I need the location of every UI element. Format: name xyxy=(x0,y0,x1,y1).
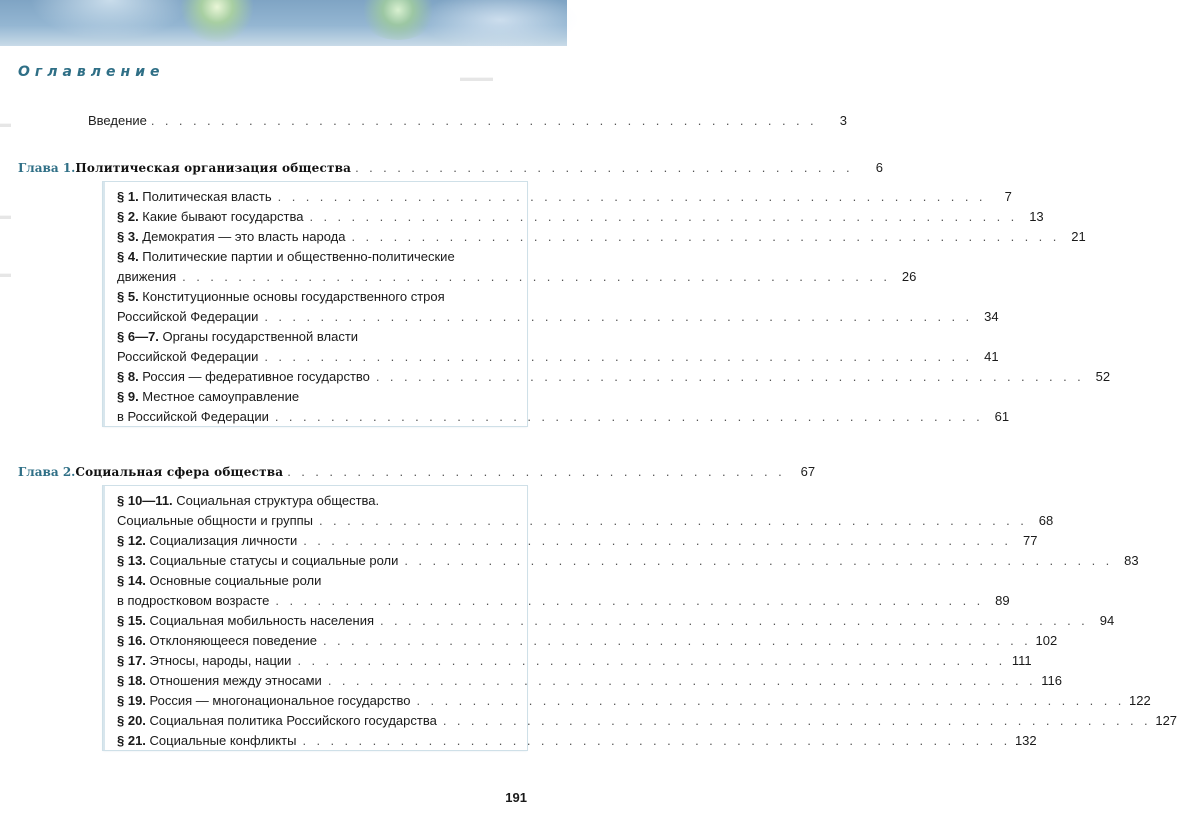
page-ref: 132 xyxy=(1014,733,1037,748)
leader-dots: . . . . . . . . . . . . . . . . . . . . . . . . . . . . . . . . . . . . . . . . . . . . . . . . . . . xyxy=(375,369,1085,384)
leader-dots: . . . . . . . . . . . . . . . . . . . . . . . . . . . . . . . . . . . . xyxy=(355,160,853,175)
toc-section-entry[interactable] xyxy=(105,488,1054,528)
bleed-through-text: ▬▬▬ xyxy=(460,72,493,84)
section-number: § 13. xyxy=(117,553,146,568)
section-number: § 21. xyxy=(117,733,146,748)
section-number: § 17. xyxy=(117,653,146,668)
page-ref: 13 xyxy=(1029,209,1044,224)
section-number: § 5. xyxy=(117,289,139,304)
toc-section-entry[interactable] xyxy=(105,528,1038,548)
page-ref: 26 xyxy=(901,269,917,284)
section-number: § 18. xyxy=(117,673,146,688)
section-title: Демократия — это власть народа xyxy=(138,229,346,244)
page-ref: 111 xyxy=(1011,653,1032,668)
toc-section-entry[interactable] xyxy=(105,224,1086,244)
section-line xyxy=(105,708,1177,728)
section-title: Конституционные основы государственного строя xyxy=(138,289,445,304)
leader-dots: . . . . . . . . . . . . . . . . . . . . . . . . . . . . . . . . . . . . . . . . . . . . . . . . . . . xyxy=(323,633,1032,648)
section-title: Какие бывают государства xyxy=(138,209,304,224)
section-line xyxy=(105,224,1086,244)
section-line xyxy=(105,688,1151,708)
toc-section-entry[interactable] xyxy=(105,384,1010,424)
toc-section-entry[interactable] xyxy=(105,668,1063,688)
toc-section-entry[interactable] xyxy=(105,648,1032,668)
toc-section-entry[interactable] xyxy=(105,728,1037,748)
section-title: Социализация личности xyxy=(145,533,298,548)
section-line xyxy=(105,304,999,324)
toc-section-entry[interactable] xyxy=(105,708,1177,728)
leader-dots: . . . . . . . . . . . . . . . . . . . . . . . . . . . . . . . . . . . . . . . . . . . . . . . . xyxy=(150,113,817,128)
section-number: § 16. xyxy=(117,633,146,648)
section-title: Социальные конфликты xyxy=(145,733,297,748)
chapter-label: Глава 1. xyxy=(18,161,76,175)
section-title-continued: в подростковом возрасте xyxy=(117,593,270,608)
section-line xyxy=(105,648,1032,668)
section-title: Местное самоуправление xyxy=(138,389,300,404)
bleed-through-text: ▬ xyxy=(0,118,11,130)
section-line xyxy=(105,588,1010,608)
section-line xyxy=(105,568,527,588)
section-line xyxy=(105,384,527,404)
page-ref: 61 xyxy=(994,409,1010,424)
section-line xyxy=(105,668,1063,688)
section-number: § 20. xyxy=(117,713,146,728)
page-ref: 52 xyxy=(1095,369,1111,384)
section-title-continued: Российской Федерации xyxy=(117,349,259,364)
banner-glow-left xyxy=(30,0,190,40)
section-line xyxy=(105,184,1012,204)
leader-dots: . . . . . . . . . . . . . . . . . . . . . . . . . . . . . . . . . . . . . . . . . . . . . . . . . . . xyxy=(264,349,973,364)
section-number: § 10—11. xyxy=(117,493,173,508)
toc-chapter-1[interactable] xyxy=(18,158,883,178)
toc-section-entry[interactable] xyxy=(105,324,999,364)
section-line xyxy=(105,728,1037,748)
toc-section-entry[interactable] xyxy=(105,284,999,324)
top-banner xyxy=(0,0,567,46)
section-line xyxy=(105,488,527,508)
leader-dots: . . . . . . . . . . . . . . . . . . . . . . . . . . . . . . . . . . . . . . . . . . . . . . . . . . . xyxy=(309,209,1018,224)
section-title-continued: Социальные общности и группы xyxy=(117,513,314,528)
page-ref: 67 xyxy=(800,464,816,479)
leader-dots: . . . . . . . . . . . . . . . . . . . . . . . . . . . . . . . . . . . . . . . . . . . . . . . . . . . xyxy=(442,713,1152,728)
section-number: § 8. xyxy=(117,369,139,384)
toc-section-entry[interactable] xyxy=(105,688,1151,708)
leader-dots: . . . . . . . . . . . . . . . . . . . . . . . . . . . . . . . . . . . . . . . . . . . . . . . . . . . xyxy=(404,553,1113,568)
toc-section-entry[interactable] xyxy=(105,628,1058,648)
section-line xyxy=(105,404,1010,424)
page-ref: 41 xyxy=(984,349,999,364)
leader-dots: . . . . . . . . . . . . . . . . . . . . . . . . . . . . . . . . . . . . . . . . . . . . . . . . . . . xyxy=(302,733,1011,748)
section-number: § 12. xyxy=(117,533,146,548)
banner-orb-left xyxy=(178,0,256,42)
section-number: § 15. xyxy=(117,613,146,628)
page-ref: 68 xyxy=(1038,513,1054,528)
page-ref: 116 xyxy=(1041,673,1063,688)
chapter-2-sections xyxy=(103,486,1177,750)
page-ref: 34 xyxy=(984,309,999,324)
leader-dots: . . . . . . . . . . . . . . . . . . . . . . . . . . . . . . . . . . . . . . . . . . . . . . . . . . . xyxy=(264,309,973,324)
chapter-title: Политическая организация общества xyxy=(75,161,352,175)
section-line xyxy=(105,284,527,304)
toc-section-entry[interactable] xyxy=(105,204,1044,224)
toc-section-entry[interactable] xyxy=(105,548,1139,568)
leader-dots: . . . . . . . . . . . . . . . . . . . . . . . . . . . . . . . . . . . . xyxy=(287,464,786,479)
section-title: Политические партии и общественно-политические xyxy=(138,249,455,264)
section-title: Отношения между этносами xyxy=(145,673,322,688)
leader-dots: . . . . . . . . . . . . . . . . . . . . . . . . . . . . . . . . . . . . . . . . . . . . . . . . . . . xyxy=(182,269,891,284)
leader-dots: . . . . . . . . . . . . . . . . . . . . . . . . . . . . . . . . . . . . . . . . . . . . . . . . . . . xyxy=(274,409,984,424)
page-ref: 3 xyxy=(839,113,847,128)
bleed-through-text: ▬ xyxy=(0,210,11,222)
section-title: Политическая власть xyxy=(138,189,272,204)
leader-dots: . . . . . . . . . . . . . . . . . . . . . . . . . . . . . . . . . . . . . . . . . . . . . . . . . . . xyxy=(351,229,1060,244)
section-title: Россия — федеративное государство xyxy=(138,369,370,384)
section-title-continued: Российской Федерации xyxy=(117,309,259,324)
section-title: Социальная структура общества. xyxy=(172,493,380,508)
toc-heading: Оглавление xyxy=(18,64,165,80)
banner-orb-right xyxy=(358,0,438,40)
section-title: Основные социальные роли xyxy=(145,573,322,588)
section-title-continued: движения xyxy=(117,269,177,284)
page-ref: 7 xyxy=(1004,189,1012,204)
toc-section-entry[interactable] xyxy=(105,568,1010,608)
leader-dots: . . . . . . . . . . . . . . . . . . . . . . . . . . . . . . . . . . . . . . . . . . . . . . . . . . . xyxy=(319,513,1028,528)
section-title: Социальные статусы и социальные роли xyxy=(145,553,399,568)
page-ref: 21 xyxy=(1071,229,1086,244)
toc-section-entry[interactable] xyxy=(105,244,917,284)
leader-dots: . . . . . . . . . . . . . . . . . . . . . . . . . . . . . . . . . . . . . . . . . . . . . . . . . . . xyxy=(416,693,1125,708)
banner-glow-right xyxy=(420,0,580,50)
section-title: Этносы, народы, нации xyxy=(145,653,292,668)
section-line xyxy=(105,528,1038,548)
leader-dots: . . . . . . . . . . . . . . . . . . . . . . . . . . . . . . . . . . . . . . . . . . . . . . . . . . . xyxy=(327,673,1037,688)
page-ref: 83 xyxy=(1124,553,1139,568)
toc-section-entry[interactable] xyxy=(105,608,1115,628)
section-number: § 1. xyxy=(117,189,139,204)
section-title: Социальная мобильность населения xyxy=(145,613,374,628)
section-number: § 14. xyxy=(117,573,146,588)
section-line xyxy=(105,364,1111,384)
section-line xyxy=(105,628,1058,648)
leader-dots: . . . . . . . . . . . . . . . . . . . . . . . . . . . . . . . . . . . . . . . . . . . . . . . . . . . xyxy=(303,533,1012,548)
section-number: § 4. xyxy=(117,249,139,264)
leader-dots: . . . . . . . . . . . . . . . . . . . . . . . . . . . . . . . . . . . . . . . . . . . . . . . . . . . xyxy=(277,189,986,204)
section-line xyxy=(105,548,1139,568)
page-ref: 102 xyxy=(1035,633,1058,648)
section-title: Органы государственной власти xyxy=(158,329,359,344)
section-line xyxy=(105,324,527,344)
section-number: § 3. xyxy=(117,229,139,244)
section-line xyxy=(105,264,917,284)
section-line xyxy=(105,344,999,364)
toc-chapter-2[interactable] xyxy=(18,462,816,482)
section-number: § 19. xyxy=(117,693,146,708)
chapter-title: Социальная сфера общества xyxy=(75,465,284,479)
leader-dots: . . . . . . . . . . . . . . . . . . . . . . . . . . . . . . . . . . . . . . . . . . . . . . . . . . . xyxy=(297,653,1006,668)
intro-label: Введение xyxy=(88,113,147,128)
section-line xyxy=(105,244,527,264)
section-title-continued: в Российской Федерации xyxy=(117,409,269,424)
leader-dots: . . . . . . . . . . . . . . . . . . . . . . . . . . . . . . . . . . . . . . . . . . . . . . . . . . . xyxy=(380,613,1089,628)
section-line xyxy=(105,508,1054,528)
section-number: § 2. xyxy=(117,209,139,224)
page-ref: 127 xyxy=(1155,713,1177,728)
page-ref: 122 xyxy=(1129,693,1151,708)
chapter-label: Глава 2. xyxy=(18,465,76,479)
section-number: § 9. xyxy=(117,389,139,404)
toc-entry-intro[interactable] xyxy=(88,111,847,131)
page-ref: 77 xyxy=(1022,533,1038,548)
section-line xyxy=(105,608,1115,628)
section-line xyxy=(105,204,1044,224)
toc-section-entry[interactable] xyxy=(105,184,1012,204)
section-title: Социальная политика Российского государства xyxy=(145,713,437,728)
page-ref: 94 xyxy=(1099,613,1115,628)
page-ref: 89 xyxy=(995,593,1010,608)
toc-section-entry[interactable] xyxy=(105,364,1111,384)
chapter-1-sections xyxy=(103,182,1111,426)
page-ref: 6 xyxy=(875,160,883,175)
section-number: § 6—7. xyxy=(117,329,159,344)
section-title: Отклоняющееся поведение xyxy=(145,633,317,648)
bleed-through-text: ▬ xyxy=(0,268,11,280)
section-title: Россия — многонациональное государство xyxy=(145,693,411,708)
leader-dots: . . . . . . . . . . . . . . . . . . . . . . . . . . . . . . . . . . . . . . . . . . . . . . . . . . . xyxy=(275,593,984,608)
page-number: 191 xyxy=(505,790,527,805)
